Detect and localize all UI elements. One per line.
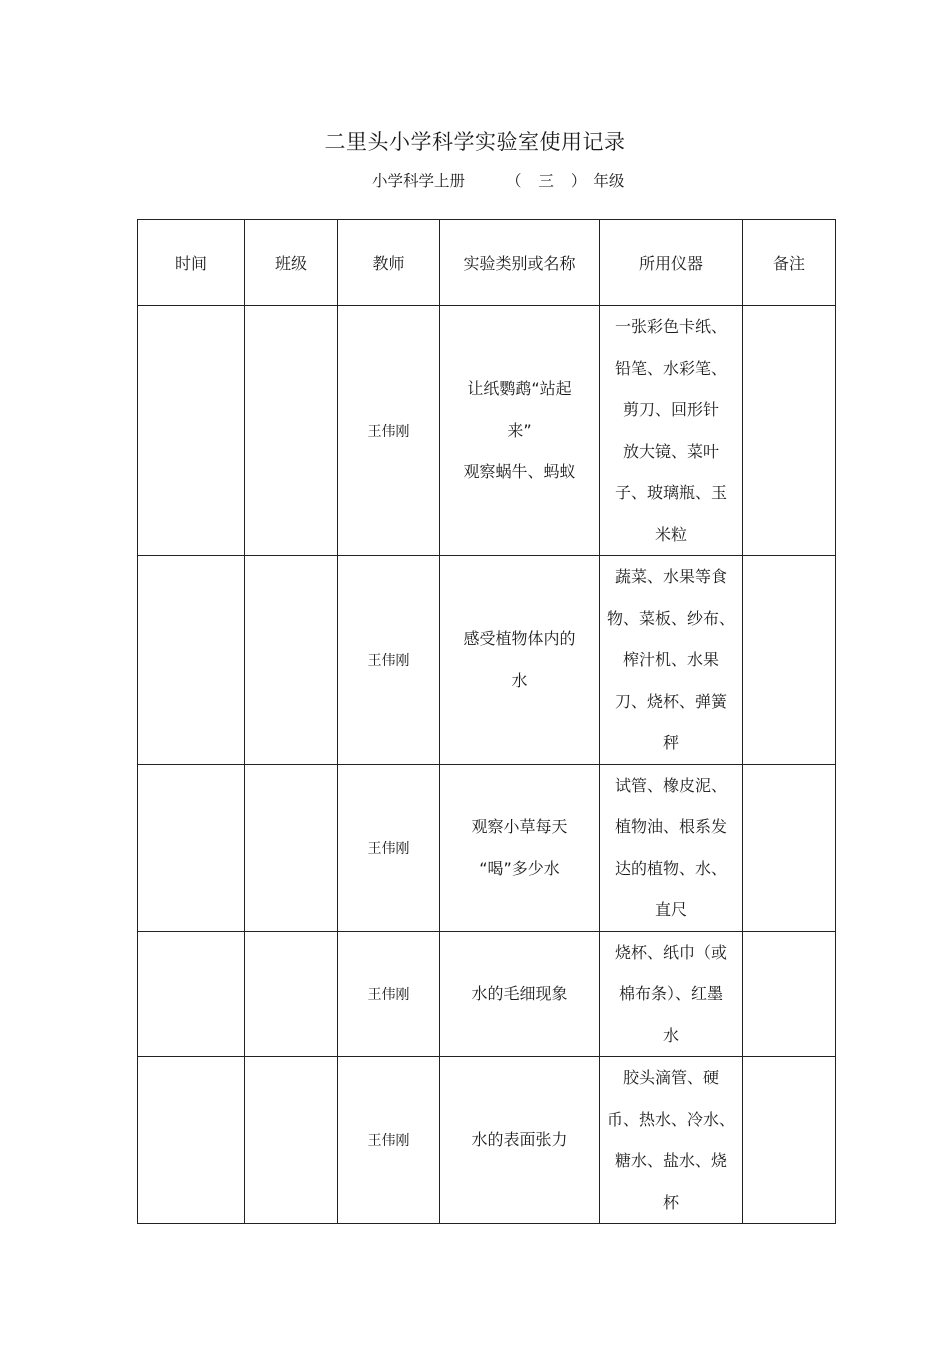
equipment-line: 糖水、盐水、烧 [614,1151,727,1170]
equipment-line: 铅笔、水彩笔、 [614,358,727,378]
cell-class [245,306,338,556]
header-teacher: 教师 [338,220,440,306]
cell-time [138,1057,245,1224]
subtitle-paren-close: ） [570,172,587,190]
cell-teacher: 王伟刚 [338,306,440,556]
equipment-line: 秤 [662,733,679,752]
cell-time [138,931,245,1057]
cell-class [245,931,338,1057]
experiment-line: 感受植物体内的 [463,629,576,649]
experiment-line: 让纸鹦鹉“站起 [467,379,572,399]
table-row [138,764,836,931]
cell-class [245,1057,338,1224]
cell-time [138,764,245,931]
equipment-line: 植物油、根系发 [614,817,727,836]
equipment-line: 放大镜、菜叶 [622,441,719,461]
equipment-line: 米粒 [654,524,687,544]
equipment-line: 烧杯、纸巾（或 [614,942,727,962]
header-experiment: 实验类别或名称 [440,220,600,306]
cell-equipment [600,931,743,1057]
header-equipment: 所用仪器 [600,220,743,306]
header-row [138,220,836,306]
cell-experiment [440,306,600,556]
table-row [138,556,836,765]
table-row [138,1057,836,1224]
cell-experiment [440,1057,600,1224]
cell-note [743,764,836,931]
equipment-line: 胶头滴管、硬 [622,1068,719,1087]
experiment-line: “喝”多少水 [479,858,560,878]
experiment-line: 观察小草每天 [471,817,568,836]
cell-note [743,931,836,1057]
equipment-line: 直尺 [654,900,687,919]
cell-teacher: 王伟刚 [338,1057,440,1224]
table-row [138,931,836,1057]
page-title: 二里头小学科学实验室使用记录 [324,130,626,154]
equipment-line: 币、热水、冷水、 [606,1109,735,1129]
cell-teacher: 王伟刚 [338,556,440,765]
cell-equipment [600,556,743,765]
cell-teacher: 王伟刚 [338,764,440,931]
equipment-line: 棉布条）、红墨 [618,984,723,1003]
subtitle-grade: 三 [538,172,554,190]
subtitle [372,169,624,191]
cell-experiment [440,556,600,765]
cell-time [138,556,245,765]
cell-note [743,1057,836,1224]
header-time: 时间 [138,220,245,306]
equipment-line: 试管、橡皮泥、 [614,775,727,795]
experiment-line: 水的表面张力 [471,1130,568,1150]
cell-class [245,764,338,931]
experiment-line: 观察蜗牛、蚂蚁 [463,462,576,482]
cell-note [743,306,836,556]
experiment-line: 水 [511,670,528,690]
cell-teacher: 王伟刚 [338,931,440,1057]
equipment-line: 子、玻璃瓶、玉 [614,483,727,502]
table-row [138,306,836,556]
cell-equipment [600,764,743,931]
lab-usage-table [137,219,836,1224]
equipment-line: 杯 [662,1192,679,1212]
equipment-line: 剪刀、回形针 [622,400,719,419]
subtitle-main: 小学科学上册 [372,172,466,190]
equipment-line: 榨汁机、水果 [622,650,719,669]
cell-time [138,306,245,556]
equipment-line: 达的植物、水、 [614,858,727,878]
cell-equipment [600,306,743,556]
cell-note [743,556,836,765]
cell-experiment [440,931,600,1057]
experiment-line: 水的毛细现象 [471,984,568,1003]
equipment-line: 蔬菜、水果等食 [614,567,727,586]
subtitle-suffix: 年级 [593,172,625,190]
subtitle-paren-open: （ [505,172,522,190]
experiment-line: 来” [507,420,532,440]
equipment-line: 刀、烧杯、弹簧 [614,691,727,711]
cell-class [245,556,338,765]
cell-experiment [440,764,600,931]
equipment-line: 物、菜板、纱布、 [606,608,735,628]
header-note: 备注 [743,220,836,306]
cell-equipment [600,1057,743,1224]
header-class: 班级 [245,220,338,306]
equipment-line: 水 [662,1025,679,1045]
equipment-line: 一张彩色卡纸、 [614,317,727,336]
